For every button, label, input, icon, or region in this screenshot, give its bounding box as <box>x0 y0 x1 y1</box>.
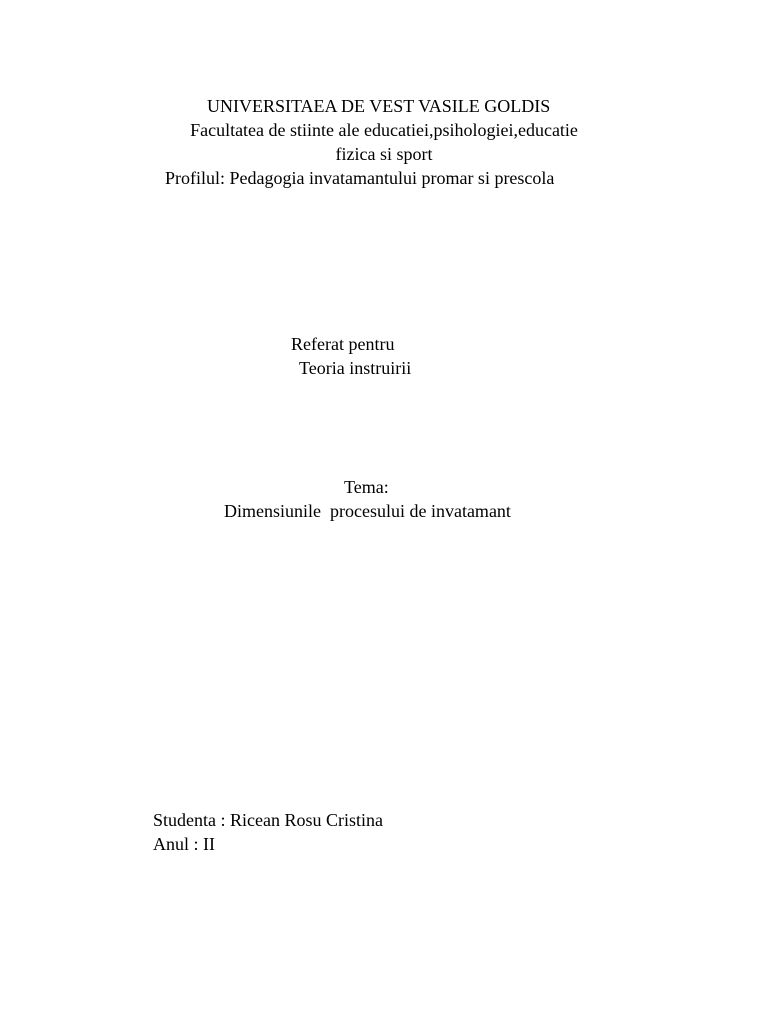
faculty-name-line2: fizica si sport <box>335 144 433 164</box>
study-year: Anul : II <box>153 834 215 854</box>
student-name: Studenta : Ricean Rosu Cristina <box>153 810 383 830</box>
university-name: UNIVERSITAEA DE VEST VASILE GOLDIS <box>207 96 551 116</box>
profile-name: Profilul: Pedagogia invatamantului promar si prescola <box>165 168 555 188</box>
tema-title: Dimensiunile procesului de invatamant <box>224 501 511 521</box>
tema-label: Tema: <box>344 477 389 497</box>
faculty-name-line1: Facultatea de stiinte ale educatiei,psihologiei,educatie <box>190 120 578 140</box>
referat-line2: Teoria instruirii <box>299 358 412 378</box>
referat-line1: Referat pentru <box>291 334 395 354</box>
